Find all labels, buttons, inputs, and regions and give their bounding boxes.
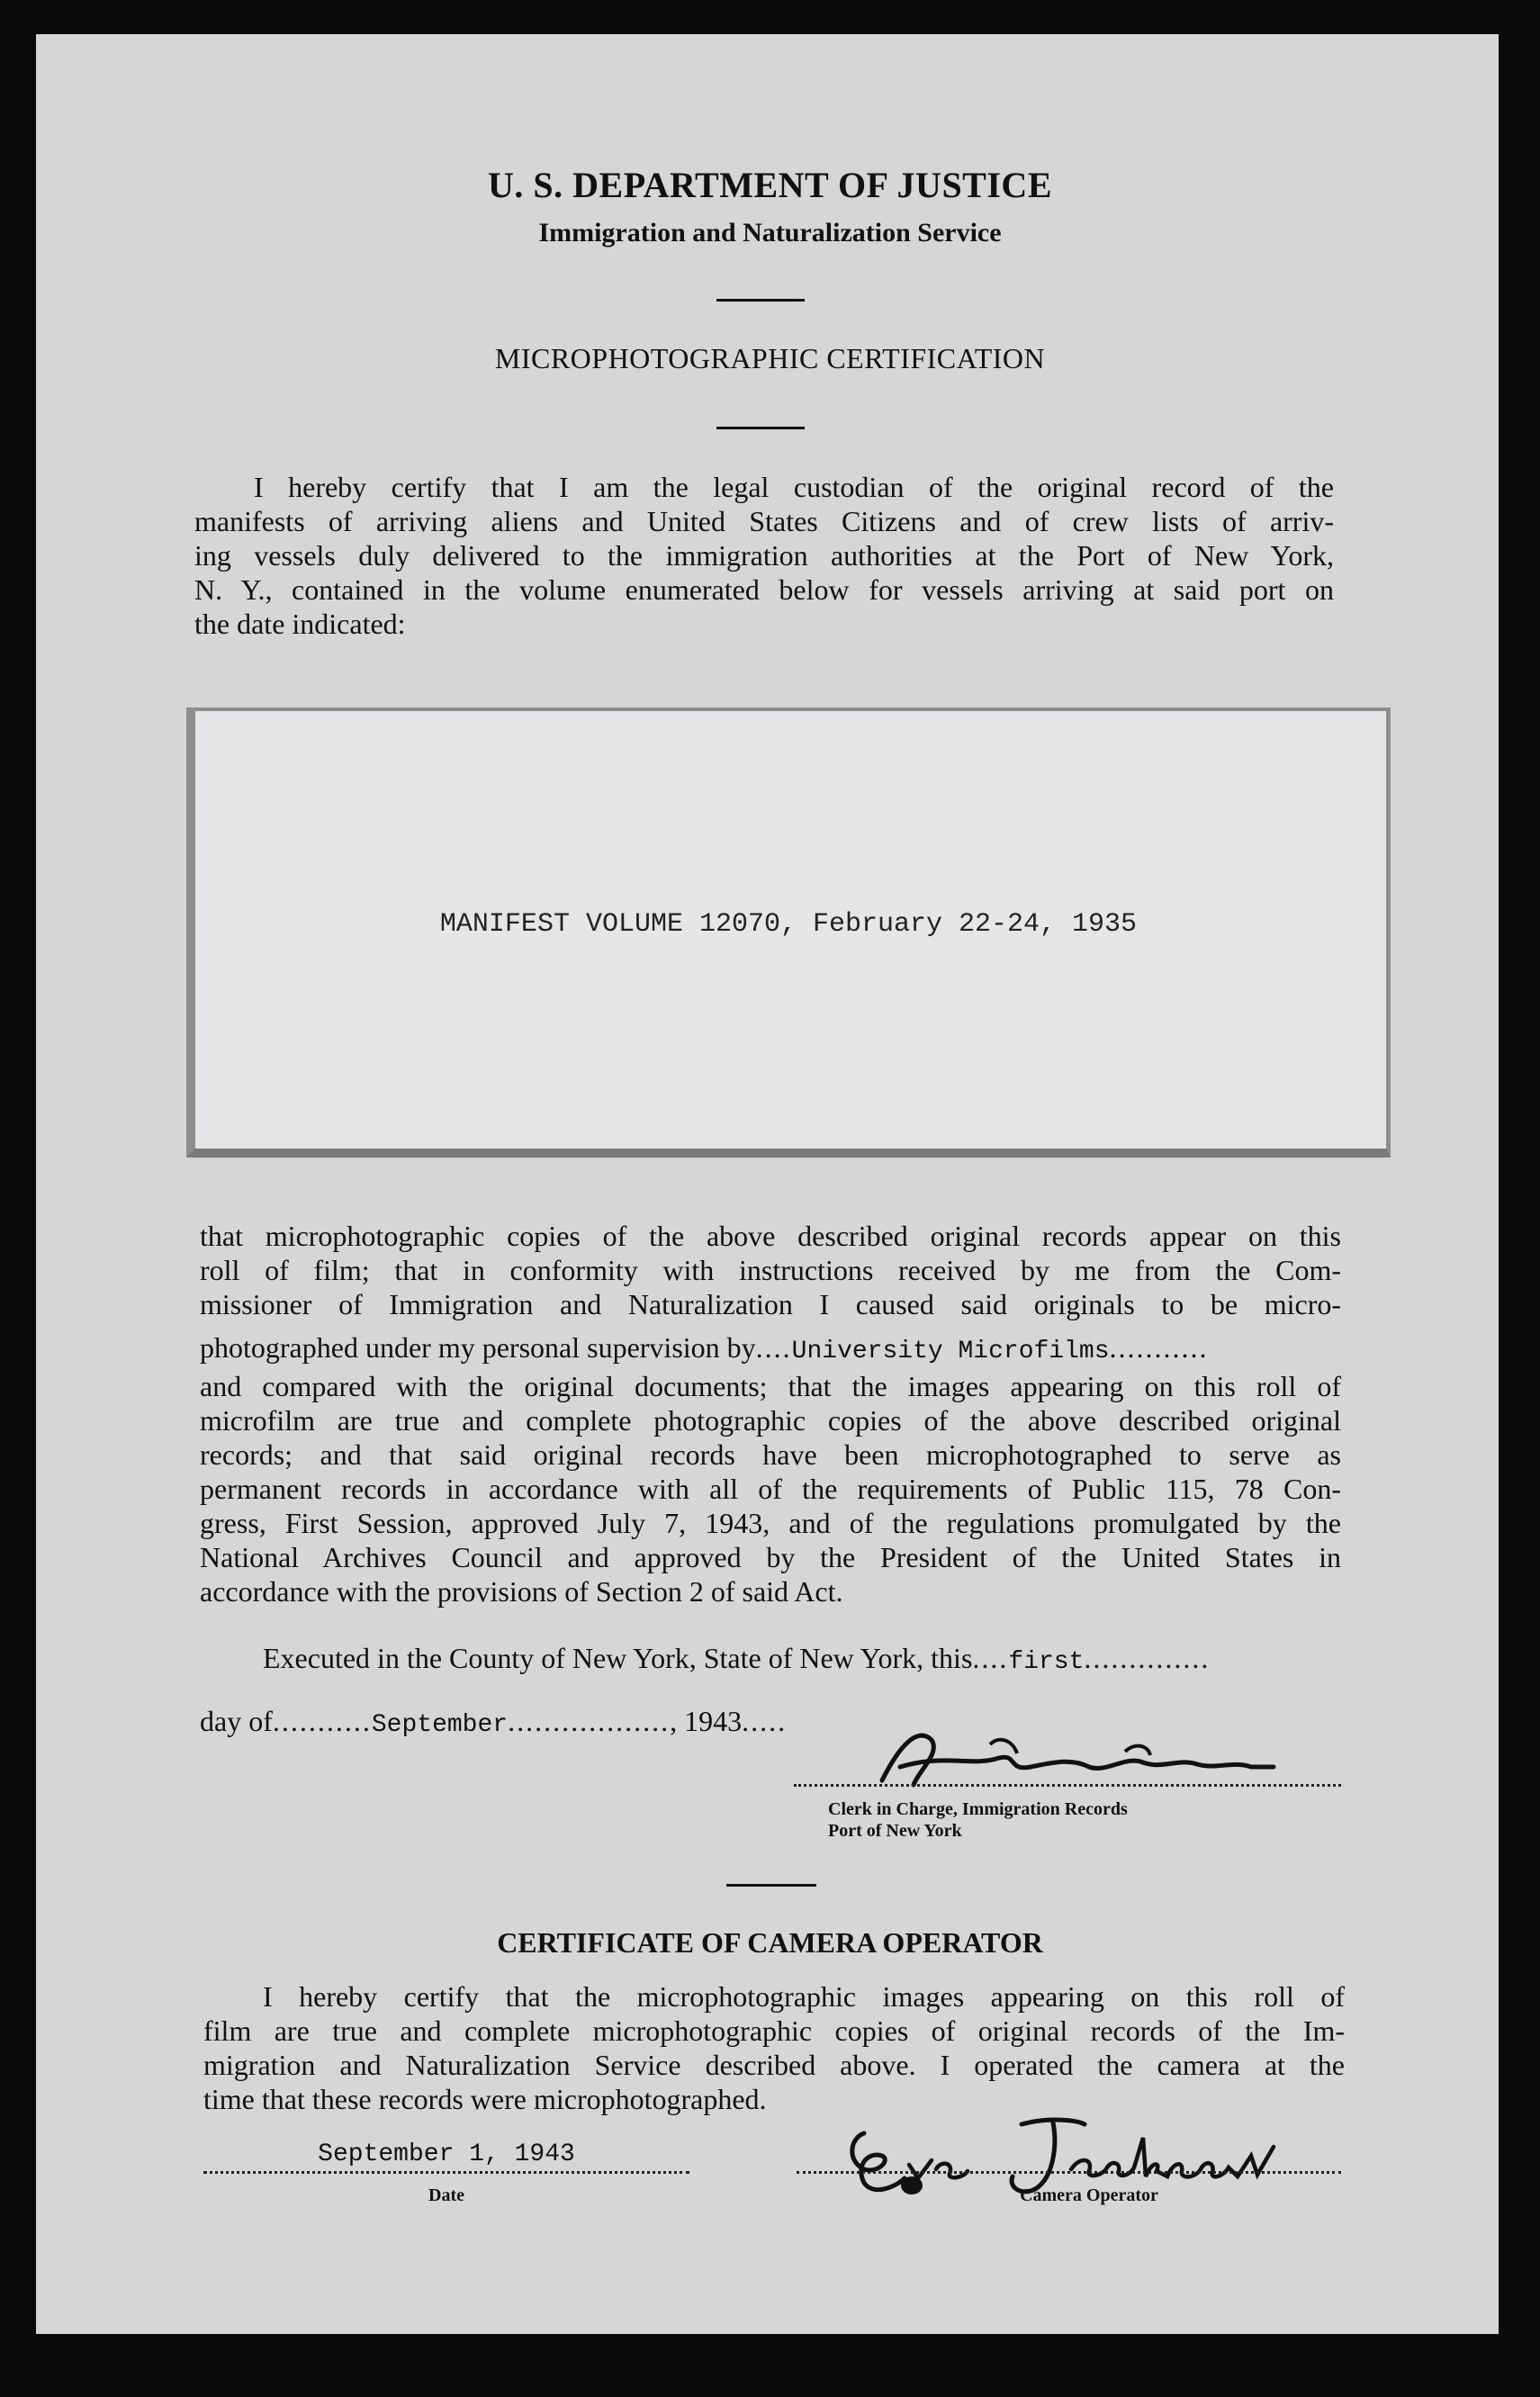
supervision-prefix: photographed under my personal supervision by bbox=[200, 1331, 756, 1364]
clerk-title bbox=[828, 1798, 1128, 1842]
paragraph-line: National Archives Council and approved by the President of the United States in bbox=[200, 1541, 1341, 1573]
clerk-port-line: Port of New York bbox=[828, 1821, 962, 1841]
department-heading: U. S. DEPARTMENT OF JUSTICE bbox=[488, 165, 1052, 205]
paragraph-line: records; and that said original records have been microphotographed to serve as bbox=[200, 1438, 1341, 1471]
paragraph-line: I hereby certify that the microphotographic images appearing on this roll of bbox=[263, 1980, 1345, 2013]
paragraph-line: missioner of Immigration and Naturalization I caused said originals to be micro- bbox=[200, 1288, 1341, 1320]
section-divider bbox=[726, 1884, 816, 1887]
clerk-title-line: Clerk in Charge, Immigration Records bbox=[828, 1799, 1128, 1819]
execution-year: , 1943 bbox=[670, 1705, 743, 1737]
camera-operator-label: Camera Operator bbox=[1020, 2185, 1158, 2205]
header-divider-bottom bbox=[716, 427, 805, 429]
paragraph-line: time that these records were microphotographed. bbox=[203, 2083, 767, 2115]
paragraph-line: N. Y., contained in the volume enumerated below for vessels arriving at said port on bbox=[194, 573, 1334, 606]
paragraph-line: that microphotographic copies of the above described original records appear on this bbox=[200, 1220, 1341, 1252]
execution-date-line: day of...........September.................., 1943..... bbox=[200, 1705, 788, 1739]
supervision-line: photographed under my personal supervision by....University Microfilms........... bbox=[200, 1331, 1209, 1365]
paragraph-line: and compared with the original documents; that the images appearing on this roll of bbox=[200, 1370, 1341, 1402]
date-line bbox=[203, 2171, 689, 2174]
clerk-signature-line bbox=[794, 1784, 1341, 1787]
paragraph-line: migration and Naturalization Service described above. I operated the camera at the bbox=[203, 2049, 1345, 2081]
execution-month-value: September bbox=[371, 1711, 509, 1739]
paragraph-line: manifests of arriving aliens and United States Citizens and of crew lists of arriv- bbox=[194, 505, 1334, 537]
paragraph-line: ing vessels duly delivered to the immigration authorities at the Port of New York, bbox=[194, 539, 1334, 572]
supervisor-value: University Microfilms bbox=[791, 1338, 1110, 1365]
operator-date-value: September 1, 1943 bbox=[318, 2140, 575, 2168]
paragraph-line: gress, First Session, approved July 7, 1943, and of the regulations promulgated by the bbox=[200, 1507, 1341, 1539]
camera-operator-line bbox=[797, 2171, 1341, 2174]
paragraph-line: the date indicated: bbox=[194, 608, 406, 640]
day-of-label: day of bbox=[200, 1705, 273, 1737]
paragraph-line: microfilm are true and complete photographic copies of the above described original bbox=[200, 1404, 1341, 1437]
paragraph-line: I hereby certify that I am the legal custodian of the original record of the bbox=[254, 471, 1334, 503]
certification-title: MICROPHOTOGRAPHIC CERTIFICATION bbox=[494, 342, 1046, 374]
date-label: Date bbox=[428, 2185, 464, 2205]
execution-line: Executed in the County of New York, State of New York, this....first.............. bbox=[263, 1642, 1211, 1676]
custodian-paragraph bbox=[194, 470, 1334, 641]
paragraph-line: roll of film; that in conformity with instructions received by me from the Com- bbox=[200, 1254, 1341, 1286]
paragraph-line: permanent records in accordance with all of the requirements of Public 115, 78 Con- bbox=[200, 1473, 1341, 1505]
header-divider-top bbox=[716, 299, 805, 302]
manifest-volume-text: MANIFEST VOLUME 12070, February 22-24, 1935 bbox=[439, 909, 1138, 940]
paragraph-line: accordance with the provisions of Section 2 of said Act. bbox=[200, 1575, 843, 1608]
service-subheading: Immigration and Naturalization Service bbox=[538, 218, 1002, 248]
camera-operator-heading: CERTIFICATE OF CAMERA OPERATOR bbox=[497, 1926, 1043, 1959]
camera-operator-paragraph bbox=[203, 1979, 1345, 2116]
execution-day-value: first bbox=[1008, 1648, 1085, 1676]
execution-prefix: Executed in the County of New York, State of New York, this bbox=[263, 1642, 973, 1674]
copies-paragraph bbox=[200, 1219, 1341, 1609]
paragraph-line: film are true and complete microphotographic copies of original records of the Im- bbox=[203, 2014, 1345, 2047]
